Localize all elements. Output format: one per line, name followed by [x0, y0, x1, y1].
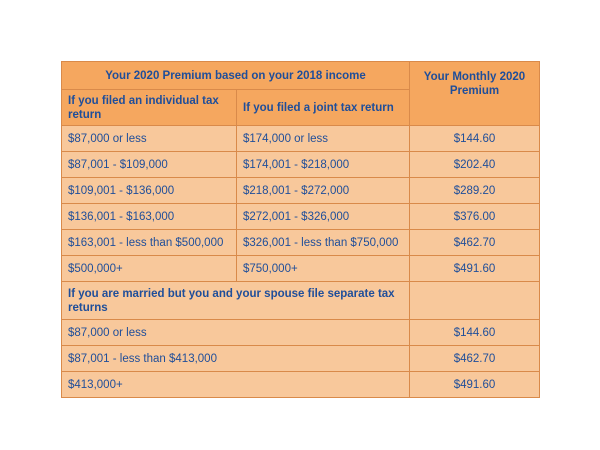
premium-cell: $376.00 [410, 204, 540, 230]
premium-cell: $202.40 [410, 152, 540, 178]
individual-cell: $500,000+ [62, 256, 237, 282]
joint-column-title: If you filed a joint tax return [237, 90, 410, 126]
table-row [62, 230, 540, 256]
individual-cell: $136,001 - $163,000 [62, 204, 237, 230]
married-separate-title: If you are married but you and your spouse file separate tax returns [62, 282, 410, 320]
table-row [62, 204, 540, 230]
premium-cell: $491.60 [410, 256, 540, 282]
group-title: Your 2020 Premium based on your 2018 income [62, 62, 410, 90]
individual-cell: $87,001 - $109,000 [62, 152, 237, 178]
premium-cell: $491.60 [410, 372, 540, 398]
married-income-cell: $87,001 - less than $413,000 [62, 346, 410, 372]
table-row [62, 372, 540, 398]
married-income-cell: $87,000 or less [62, 320, 410, 346]
joint-cell: $326,001 - less than $750,000 [237, 230, 410, 256]
premium-column-title-text: Your Monthly 2020 Premium [423, 71, 526, 97]
table-row [62, 178, 540, 204]
individual-column-title: If you filed an individual tax return [62, 90, 237, 126]
premium-column-title [410, 62, 540, 126]
married-separate-empty-cell [410, 282, 540, 320]
married-income-cell: $413,000+ [62, 372, 410, 398]
individual-cell: $87,000 or less [62, 126, 237, 152]
premium-cell: $144.60 [410, 126, 540, 152]
joint-cell: $218,001 - $272,000 [237, 178, 410, 204]
header-row-top [62, 62, 540, 90]
table-row [62, 346, 540, 372]
table-row [62, 126, 540, 152]
premium-table [61, 61, 540, 398]
joint-cell: $272,001 - $326,000 [237, 204, 410, 230]
table-row [62, 320, 540, 346]
individual-cell: $163,001 - less than $500,000 [62, 230, 237, 256]
table-row [62, 152, 540, 178]
premium-cell: $144.60 [410, 320, 540, 346]
premium-cell: $462.70 [410, 230, 540, 256]
joint-cell: $750,000+ [237, 256, 410, 282]
premium-cell: $462.70 [410, 346, 540, 372]
joint-cell: $174,000 or less [237, 126, 410, 152]
individual-cell: $109,001 - $136,000 [62, 178, 237, 204]
table-row [62, 256, 540, 282]
premium-cell: $289.20 [410, 178, 540, 204]
married-separate-header-row [62, 282, 540, 320]
joint-cell: $174,001 - $218,000 [237, 152, 410, 178]
